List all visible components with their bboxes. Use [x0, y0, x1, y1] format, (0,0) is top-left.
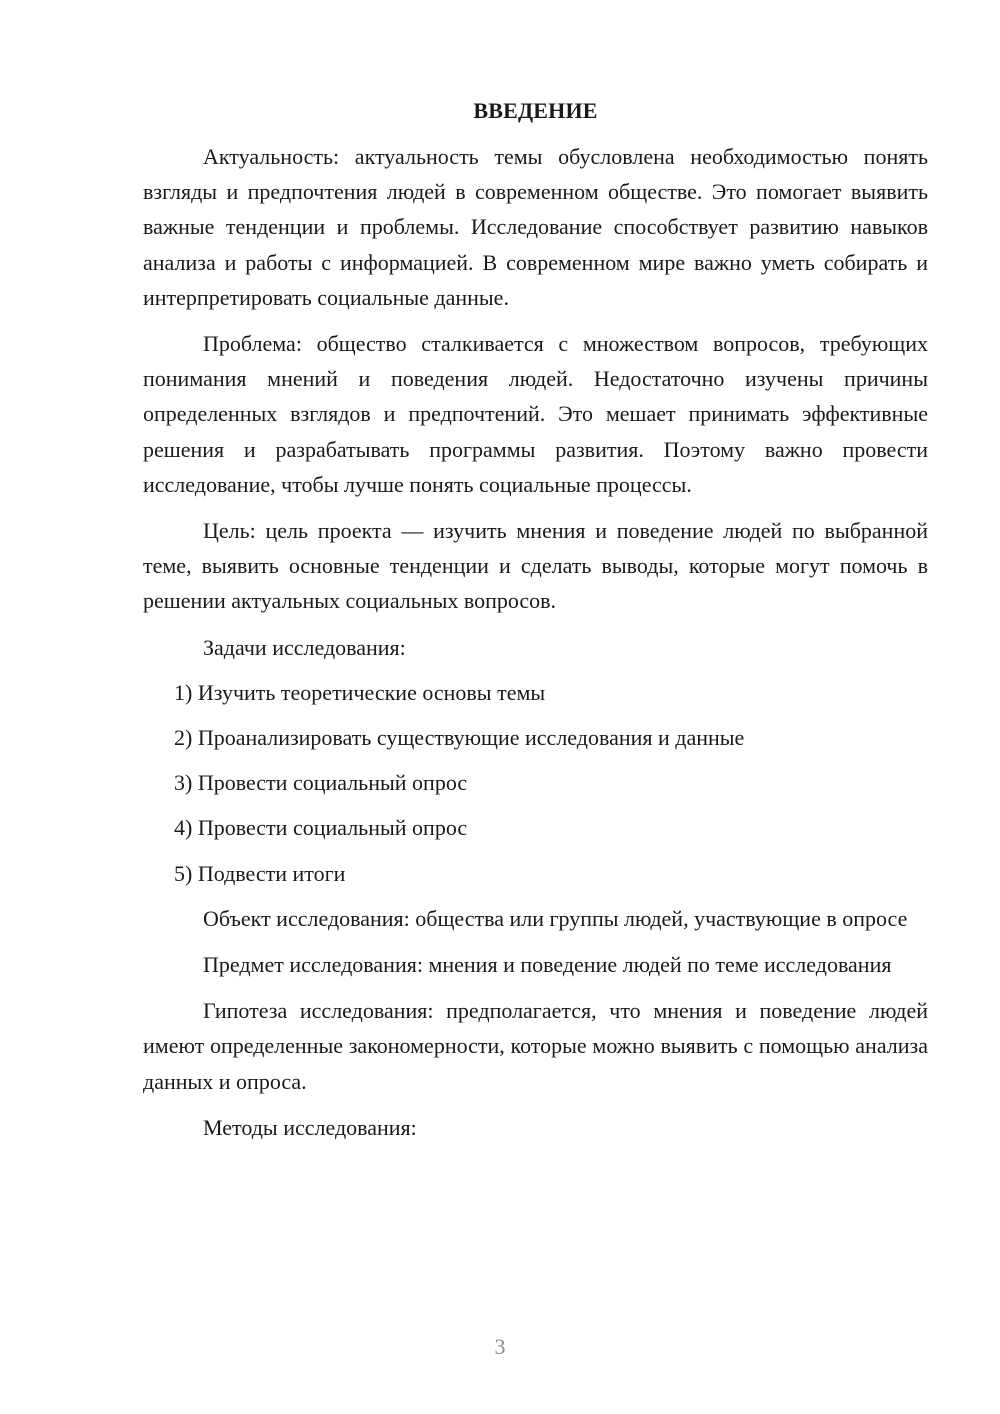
task-item: 4) Провести социальный опрос: [174, 815, 468, 841]
paragraph-relevance: Актуальность: актуальность темы обусловлена необходимостью понять взгляды и предпочтения людей в современном обществе. Это помогает выявить важные тенденции и проблемы. Исследование способствует развитию навыков анализа и работы с информацией. В современном мире важно уметь собирать и интерпретировать социальные данные.: [143, 144, 928, 310]
tasks-list: [143, 675, 928, 891]
paragraph-object: Объект исследования: общества или группы людей, участвующие в опросе: [203, 905, 908, 931]
task-item: 2) Проанализировать существующие исследования и данные: [174, 725, 745, 751]
task-item: 5) Подвести итоги: [174, 860, 346, 886]
paragraph-subject: Предмет исследования: мнения и поведение людей по теме исследования: [203, 952, 892, 978]
paragraph-hypothesis: Гипотеза исследования: предполагается, что мнения и поведение людей имеют определенные закономерности, которые можно выявить с помощью анализа данных и опроса.: [143, 998, 928, 1094]
paragraph-goal: Цель: цель проекта — изучить мнения и поведение людей по выбранной теме, выявить основные тенденции и сделать выводы, которые могут помочь в решении актуальных социальных вопросов.: [143, 518, 928, 614]
page-content: [143, 98, 928, 1155]
section-title: ВВЕДЕНИЕ: [473, 98, 598, 123]
methods-heading: Методы исследования:: [203, 1114, 417, 1140]
page-number: 3: [494, 1334, 506, 1359]
task-item: 3) Провести социальный опрос: [174, 770, 468, 796]
tasks-heading: Задачи исследования:: [203, 634, 406, 660]
task-item: 1) Изучить теоретические основы темы: [174, 679, 546, 705]
paragraph-problem: Проблема: общество сталкивается с множеством вопросов, требующих понимания мнений и поведения людей. Недостаточно изучены причины определенных взглядов и предпочтений. Это мешает принимать эффективные решения и разрабатывать программы развития. Поэтому важно провести исследование, чтобы лучше понять социальные процессы.: [143, 331, 928, 497]
